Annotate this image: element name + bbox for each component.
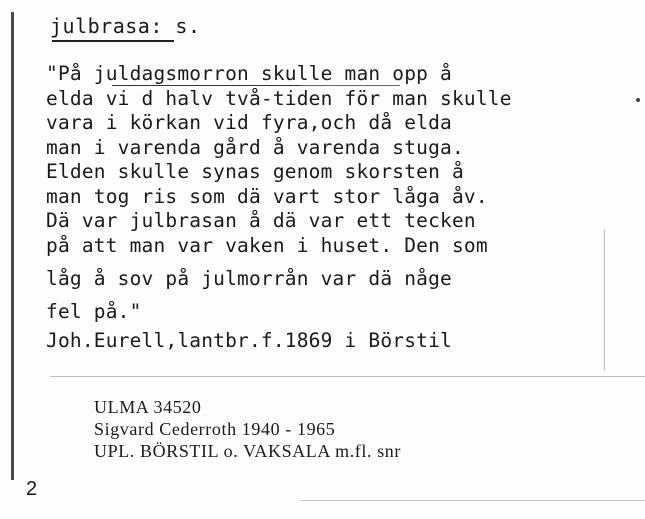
quotation-line: fel på." [46, 299, 142, 323]
archive-reference [94, 396, 401, 462]
page-number: 2 [26, 478, 38, 500]
card-heading: julbrasa: s. [50, 14, 201, 38]
right-margin-rule [604, 230, 605, 370]
archive-id: ULMA 34520 [94, 397, 202, 417]
margin-dot [636, 98, 640, 102]
quotation-line: man i varenda gård å varenda stuga. [46, 135, 464, 159]
quotation-line: man tog ris som dä vart stor låga åv. [46, 184, 488, 208]
parish-line: UPL. BÖRSTIL o. VAKSALA m.fl. snr [94, 441, 401, 461]
bottom-edge-line [300, 500, 645, 501]
heading-underline [52, 40, 174, 42]
quotation-line: låg å sov på julmorrån var dä någe [46, 266, 452, 290]
collector-line: Sigvard Cederroth 1940 - 1965 [94, 419, 336, 439]
quotation-text [46, 62, 512, 354]
left-margin-rule [11, 12, 14, 480]
quotation-line: Dä var julbrasan å dä var ett tecken [46, 209, 476, 232]
fold-line [50, 376, 645, 377]
quotation-line: på att man var vaken i huset. Den som [46, 233, 488, 257]
quotation-line: Elden skulle synas genom skorsten å [46, 160, 464, 183]
informant-line: Joh.Eurell,lantbr.f.1869 i Börstil [46, 328, 452, 352]
quotation-line: elda vi d halv två-tiden för man skulle [46, 86, 512, 110]
quotation-line: "På juldagsmorron skulle man opp å [46, 62, 452, 85]
quotation-line: vara i körkan vid fyra,och då elda [46, 111, 452, 134]
